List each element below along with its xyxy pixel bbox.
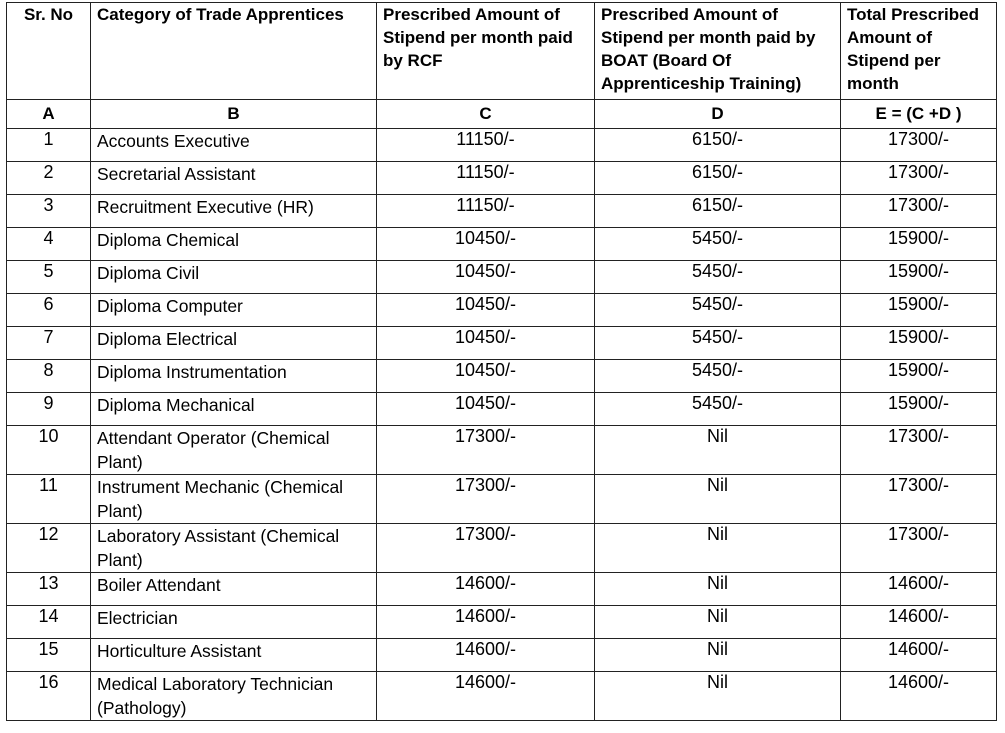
row-sr-no: 2 <box>7 162 91 195</box>
row-total-amount: 17300/- <box>841 524 997 573</box>
row-rcf-amount: 17300/- <box>377 524 595 573</box>
stipend-table <box>6 2 997 721</box>
table-row <box>7 573 997 606</box>
row-category: Instrument Mechanic (Chemical Plant) <box>91 475 377 524</box>
header-total-stipend: Total Prescribed Amount of Stipend per month <box>841 3 997 100</box>
row-boat-amount: 5450/- <box>595 294 841 327</box>
row-category: Laboratory Assistant (Chemical Plant) <box>91 524 377 573</box>
table-row <box>7 129 997 162</box>
row-rcf-amount: 10450/- <box>377 261 595 294</box>
row-rcf-amount: 14600/- <box>377 672 595 721</box>
row-sr-no: 14 <box>7 606 91 639</box>
row-sr-no: 11 <box>7 475 91 524</box>
row-boat-amount: 5450/- <box>595 228 841 261</box>
row-category: Diploma Instrumentation <box>91 360 377 393</box>
row-boat-amount: 5450/- <box>595 393 841 426</box>
table-row <box>7 327 997 360</box>
row-total-amount: 15900/- <box>841 261 997 294</box>
row-total-amount: 15900/- <box>841 228 997 261</box>
row-total-amount: 14600/- <box>841 639 997 672</box>
row-total-amount: 14600/- <box>841 672 997 721</box>
row-total-amount: 15900/- <box>841 393 997 426</box>
row-category: Diploma Civil <box>91 261 377 294</box>
row-rcf-amount: 10450/- <box>377 327 595 360</box>
row-rcf-amount: 10450/- <box>377 393 595 426</box>
row-rcf-amount: 10450/- <box>377 228 595 261</box>
row-sr-no: 6 <box>7 294 91 327</box>
row-category: Attendant Operator (Chemical Plant) <box>91 426 377 475</box>
row-boat-amount: 5450/- <box>595 360 841 393</box>
row-rcf-amount: 10450/- <box>377 294 595 327</box>
row-rcf-amount: 14600/- <box>377 639 595 672</box>
row-boat-amount: Nil <box>595 475 841 524</box>
row-category: Diploma Mechanical <box>91 393 377 426</box>
row-category: Electrician <box>91 606 377 639</box>
table-row <box>7 195 997 228</box>
row-rcf-amount: 11150/- <box>377 129 595 162</box>
row-total-amount: 17300/- <box>841 426 997 475</box>
row-boat-amount: 6150/- <box>595 129 841 162</box>
row-rcf-amount: 17300/- <box>377 475 595 524</box>
row-total-amount: 17300/- <box>841 475 997 524</box>
row-category: Medical Laboratory Technician (Pathology) <box>91 672 377 721</box>
row-rcf-amount: 11150/- <box>377 162 595 195</box>
row-boat-amount: Nil <box>595 426 841 475</box>
row-category: Accounts Executive <box>91 129 377 162</box>
column-letter-b: B <box>91 100 377 129</box>
row-category: Horticulture Assistant <box>91 639 377 672</box>
table-row <box>7 261 997 294</box>
row-boat-amount: Nil <box>595 639 841 672</box>
row-total-amount: 14600/- <box>841 573 997 606</box>
row-boat-amount: 5450/- <box>595 261 841 294</box>
column-letter-c: C <box>377 100 595 129</box>
table-row <box>7 672 997 721</box>
row-boat-amount: Nil <box>595 606 841 639</box>
header-category: Category of Trade Apprentices <box>91 3 377 100</box>
row-sr-no: 4 <box>7 228 91 261</box>
row-total-amount: 17300/- <box>841 129 997 162</box>
row-boat-amount: Nil <box>595 573 841 606</box>
row-sr-no: 3 <box>7 195 91 228</box>
table-body <box>7 129 997 721</box>
table-row <box>7 228 997 261</box>
row-sr-no: 13 <box>7 573 91 606</box>
table-row <box>7 162 997 195</box>
header-row <box>7 3 997 100</box>
row-category: Diploma Chemical <box>91 228 377 261</box>
row-rcf-amount: 17300/- <box>377 426 595 475</box>
row-rcf-amount: 11150/- <box>377 195 595 228</box>
table-row <box>7 475 997 524</box>
row-boat-amount: 6150/- <box>595 162 841 195</box>
row-category: Boiler Attendant <box>91 573 377 606</box>
row-sr-no: 7 <box>7 327 91 360</box>
row-sr-no: 15 <box>7 639 91 672</box>
row-category: Recruitment Executive (HR) <box>91 195 377 228</box>
row-total-amount: 15900/- <box>841 294 997 327</box>
table-row <box>7 294 997 327</box>
row-sr-no: 5 <box>7 261 91 294</box>
header-sr-no: Sr. No <box>7 3 91 100</box>
column-letter-row <box>7 100 997 129</box>
table-row <box>7 360 997 393</box>
row-sr-no: 9 <box>7 393 91 426</box>
header-rcf-stipend: Prescribed Amount of Stipend per month paid by RCF <box>377 3 595 100</box>
table-row <box>7 606 997 639</box>
row-total-amount: 17300/- <box>841 195 997 228</box>
row-sr-no: 16 <box>7 672 91 721</box>
header-boat-stipend: Prescribed Amount of Stipend per month paid by BOAT (Board Of Apprenticeship Training) <box>595 3 841 100</box>
row-sr-no: 8 <box>7 360 91 393</box>
row-total-amount: 14600/- <box>841 606 997 639</box>
row-rcf-amount: 10450/- <box>377 360 595 393</box>
column-letter-e: E = (C +D ) <box>841 100 997 129</box>
row-boat-amount: Nil <box>595 524 841 573</box>
row-sr-no: 12 <box>7 524 91 573</box>
row-category: Secretarial Assistant <box>91 162 377 195</box>
row-sr-no: 10 <box>7 426 91 475</box>
row-rcf-amount: 14600/- <box>377 573 595 606</box>
table-row <box>7 524 997 573</box>
row-total-amount: 15900/- <box>841 327 997 360</box>
table-row <box>7 639 997 672</box>
row-boat-amount: 6150/- <box>595 195 841 228</box>
table-row <box>7 393 997 426</box>
row-total-amount: 17300/- <box>841 162 997 195</box>
row-boat-amount: 5450/- <box>595 327 841 360</box>
column-letter-d: D <box>595 100 841 129</box>
table-row <box>7 426 997 475</box>
row-rcf-amount: 14600/- <box>377 606 595 639</box>
row-category: Diploma Computer <box>91 294 377 327</box>
row-category: Diploma Electrical <box>91 327 377 360</box>
row-sr-no: 1 <box>7 129 91 162</box>
row-total-amount: 15900/- <box>841 360 997 393</box>
row-boat-amount: Nil <box>595 672 841 721</box>
column-letter-a: A <box>7 100 91 129</box>
